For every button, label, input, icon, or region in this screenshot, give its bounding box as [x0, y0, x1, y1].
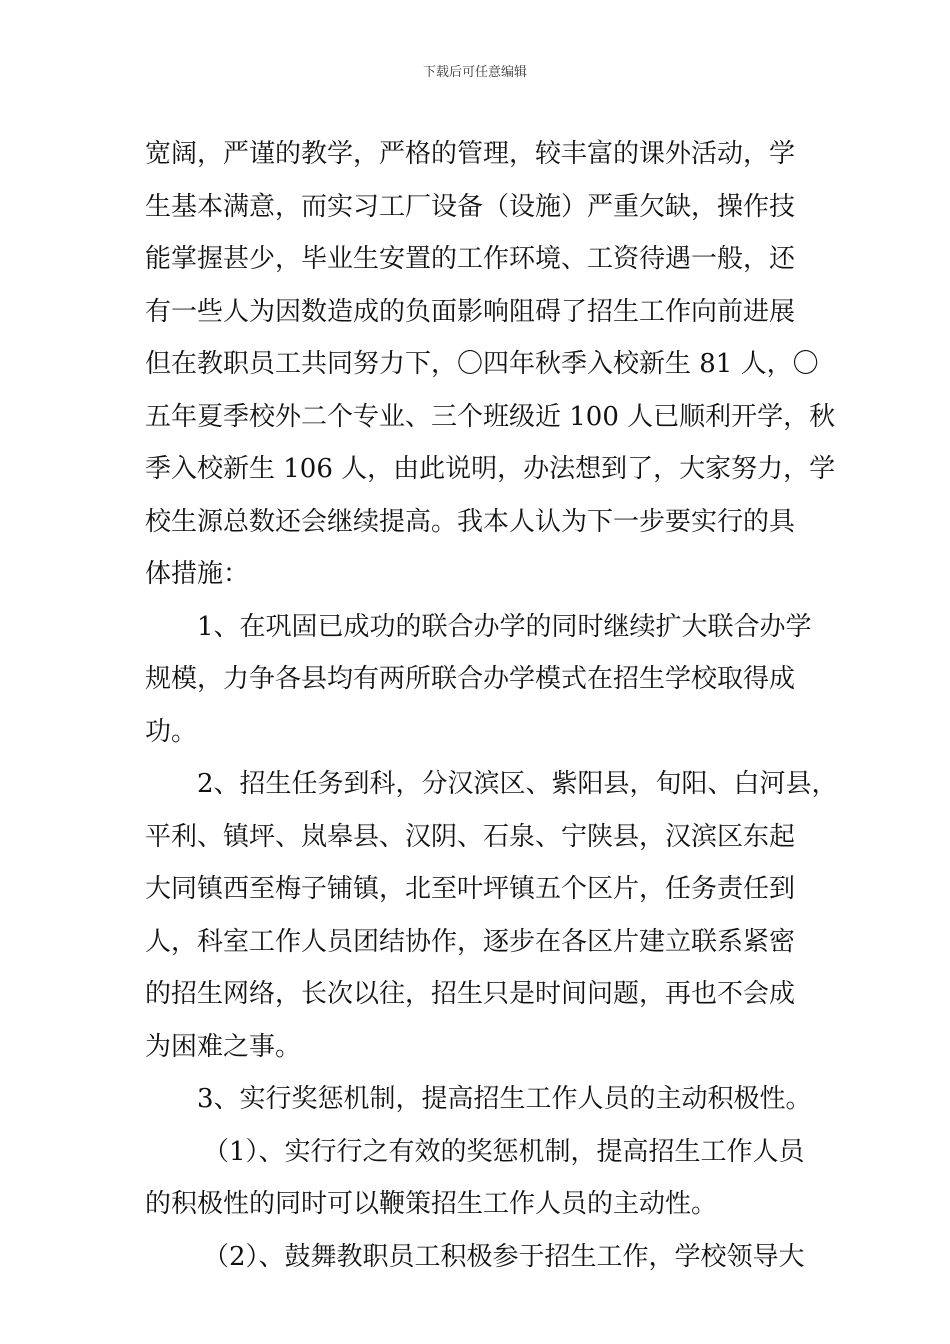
paragraph-start-line: （1）、实行行之有效的奖惩机制，提高招生工作人员	[203, 1136, 805, 1167]
paragraph-start-line: 3、实行奖惩机制，提高招生工作人员的主动积极性。	[197, 1084, 812, 1114]
paragraph-start-line: （2）、鼓舞教职员工积极参于招生工作，学校领导大	[203, 1241, 805, 1272]
text-line: 五年夏季校外二个专业、三个班级近 100 人已顺利开学，秋	[145, 401, 836, 432]
text-line: 大同镇西至梅子铺镇，北至叶坪镇五个区片，任务责任到	[145, 874, 796, 904]
text-line: 体措施：	[145, 559, 250, 589]
paragraph-start-line: 1、在巩固已成功的联合办学的同时继续扩大联合办学	[197, 611, 812, 642]
text-line: 为困难之事。	[145, 1031, 302, 1062]
page-header-note: 下载后可任意编辑	[422, 65, 527, 80]
text-line: 有一些人为因数造成的负面影响阻碍了招生工作向前进展	[145, 296, 796, 327]
text-line: 平利、镇坪、岚皋县、汉阴、石泉、宁陕县，汉滨区东起	[145, 821, 796, 852]
text-line: 季入校新生 106 人，由此说明，办法想到了，大家努力，学	[145, 454, 836, 484]
text-line: 的招生网络，长次以往，招生只是时间问题，再也不会成	[145, 979, 796, 1009]
text-line: 功。	[145, 716, 198, 747]
text-line: 的积极性的同时可以鞭策招生工作人员的主动性。	[145, 1189, 718, 1219]
text-line: 能掌握甚少，毕业生安置的工作环境、工资待遇一般，还	[145, 244, 796, 274]
text-line: 人，科室工作人员团结协作，逐步在各区片建立联系紧密	[145, 926, 796, 957]
text-line: 校生源总数还会继续提高。我本人认为下一步要实行的具	[145, 506, 796, 537]
text-line: 宽阔，严谨的教学，严格的管理，较丰富的课外活动，学	[145, 139, 796, 169]
paragraph-start-line: 2、招生任务到科，分汉滨区、紫阳县，旬阳、白河县，	[197, 769, 838, 799]
text-line: 规模，力争各县均有两所联合办学模式在招生学校取得成	[145, 664, 796, 694]
text-line: 生基本满意，而实习工厂设备（设施）严重欠缺，操作技	[145, 191, 796, 222]
text-line: 但在教职员工共同努力下，〇四年秋季入校新生 81 人，〇	[145, 349, 819, 379]
document-body	[145, 128, 838, 1283]
